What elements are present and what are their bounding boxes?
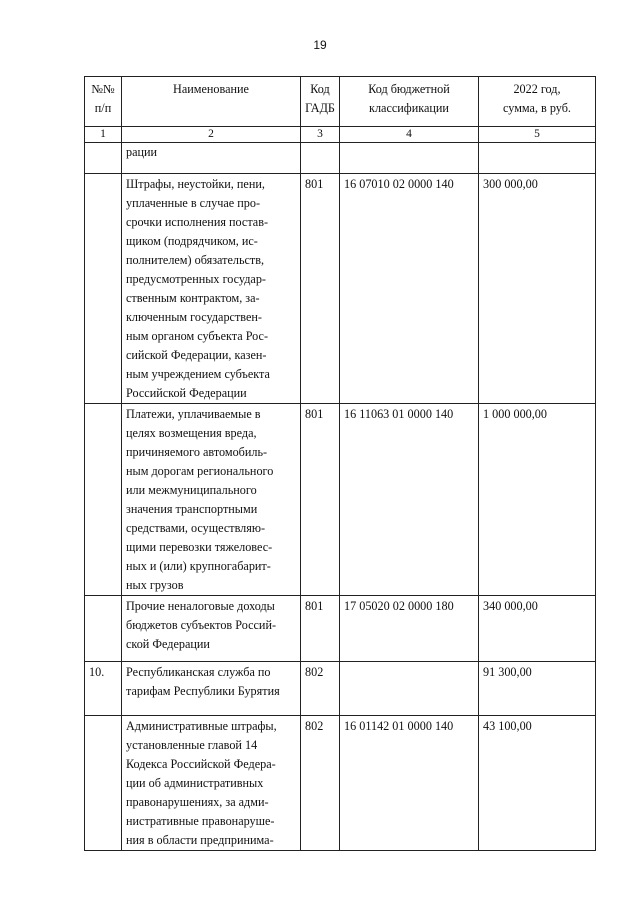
column-number: 4 — [340, 127, 479, 143]
row-number — [85, 404, 122, 596]
row-sum: 43 100,00 — [479, 716, 596, 851]
table-row — [85, 716, 596, 851]
row-kbk: 17 05020 02 0000 180 — [340, 596, 479, 662]
row-name: Республиканская служба по тарифам Республики Бурятия — [122, 662, 301, 716]
row-name: Штрафы, неустойки, пени, уплаченные в случае про- срочки исполнения постав- щиком (подрядчиком, ис- полнителем) обязательств, предусмотренных государ- ственным контрактом, за- ключенным государствен- ным органом субъекта Рос- сийской Федерации, казен- ным учреждением субъекта Российской Федерации — [122, 174, 301, 404]
column-number: 3 — [301, 127, 340, 143]
header-number: №№ п/п — [85, 77, 122, 127]
table-row — [85, 662, 596, 716]
row-gadb: 802 — [301, 716, 340, 851]
header-sum: 2022 год, сумма, в руб. — [479, 77, 596, 127]
row-kbk — [340, 662, 479, 716]
header-gadb: Код ГАДБ — [301, 77, 340, 127]
row-kbk: 16 01142 01 0000 140 — [340, 716, 479, 851]
row-gadb: 801 — [301, 596, 340, 662]
table-header-row — [85, 77, 596, 127]
row-name: Прочие неналоговые доходы бюджетов субъектов Россий- ской Федерации — [122, 596, 301, 662]
row-name: рации — [122, 143, 301, 174]
table-row — [85, 143, 596, 174]
row-name: Платежи, уплачиваемые в целях возмещения вреда, причиняемого автомобиль- ным дорогам регионального или межмуниципального значения транспортными средствами, осуществляю- щими перевозки тяжеловес- ных и (или) крупногабарит- ных грузов — [122, 404, 301, 596]
row-sum: 340 000,00 — [479, 596, 596, 662]
row-gadb — [301, 143, 340, 174]
column-number-row — [85, 127, 596, 143]
column-number: 5 — [479, 127, 596, 143]
row-sum: 300 000,00 — [479, 174, 596, 404]
row-name: Административные штрафы, установленные главой 14 Кодекса Российской Федера- ции об административных правонарушениях, за адми- нистративные правонаруше- ния в области предпринима- — [122, 716, 301, 851]
row-number — [85, 596, 122, 662]
row-number — [85, 174, 122, 404]
table-row — [85, 596, 596, 662]
row-number: 10. — [85, 662, 122, 716]
row-number — [85, 716, 122, 851]
row-kbk: 16 07010 02 0000 140 — [340, 174, 479, 404]
header-kbk: Код бюджетной классификации — [340, 77, 479, 127]
table-row — [85, 174, 596, 404]
row-kbk: 16 11063 01 0000 140 — [340, 404, 479, 596]
row-gadb: 802 — [301, 662, 340, 716]
budget-table — [84, 76, 596, 851]
column-number: 1 — [85, 127, 122, 143]
row-gadb: 801 — [301, 404, 340, 596]
row-sum: 1 000 000,00 — [479, 404, 596, 596]
column-number: 2 — [122, 127, 301, 143]
row-sum — [479, 143, 596, 174]
page-number: 19 — [313, 38, 327, 52]
row-sum: 91 300,00 — [479, 662, 596, 716]
row-number — [85, 143, 122, 174]
table-row — [85, 404, 596, 596]
row-gadb: 801 — [301, 174, 340, 404]
row-kbk — [340, 143, 479, 174]
header-name: Наименование — [122, 77, 301, 127]
